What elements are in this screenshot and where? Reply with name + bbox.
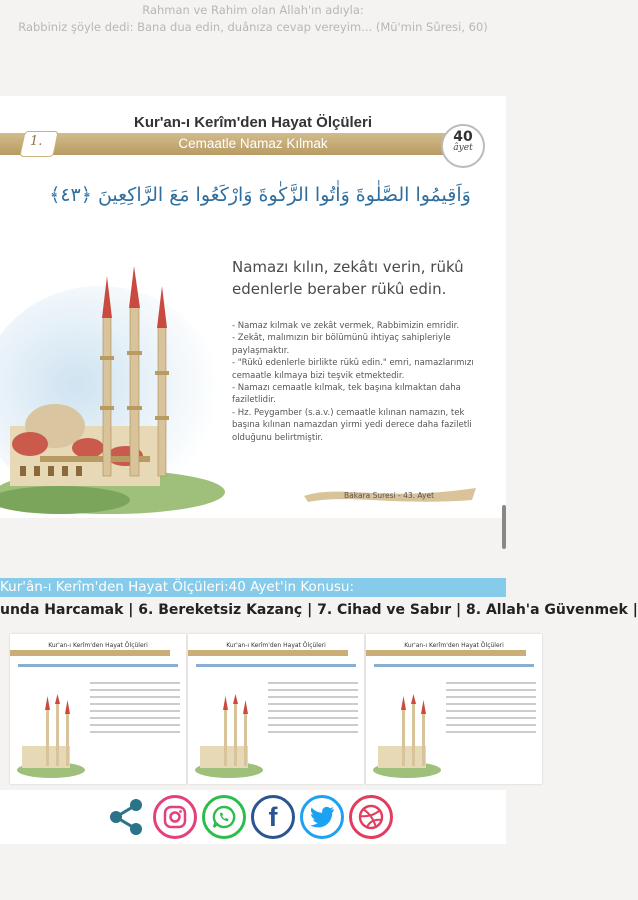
instagram-icon — [163, 805, 187, 829]
thumbnail-mosque — [372, 694, 442, 780]
thumbnail-text-lines — [268, 682, 358, 738]
dribbble-button[interactable] — [349, 795, 393, 839]
ayet-word: âyet — [453, 143, 473, 153]
thumbnail-card[interactable] — [10, 634, 186, 784]
card-title: Kur'an-ı Kerîm'den Hayat Ölçüleri — [133, 114, 373, 131]
header-verse — [0, 0, 506, 40]
thumbnail-text-lines — [90, 682, 180, 738]
whatsapp-icon — [211, 804, 237, 830]
thumbnail-card[interactable] — [366, 634, 542, 784]
instagram-button[interactable] — [153, 795, 197, 839]
header-line-1: Rahman ve Rahim olan Allah'ın adıyla: — [142, 3, 364, 17]
explanation-item: - Hz. Peygamber (s.a.v.) cemaatle kılınan namazın, tek başına kılınan namazdan yirmi yedi derece daha faziletli olduğunu belirtmiştir. — [232, 407, 472, 443]
thumbnail-arabic — [18, 664, 178, 667]
thumbnail-mosque — [194, 694, 264, 780]
thumbnail-arabic — [374, 664, 534, 667]
ayet-count-badge — [441, 124, 485, 168]
ayet-number: 1. — [30, 134, 43, 149]
topics-marquee-title: Kur'ân-ı Kerîm'den Hayat Ölçüleri:40 Ayet'in Konusu: — [0, 578, 506, 597]
twitter-button[interactable] — [300, 795, 344, 839]
scrollbar[interactable] — [502, 505, 506, 549]
meal-text: Namazı kılın, zekâtı verin, rükû edenlerle beraber rükû edin. — [232, 258, 464, 298]
header-line-2: Rabbiniz şöyle dedi: Bana dua edin, duânıza cevap vereyim... (Mü'min Sûresi, 60) — [18, 20, 488, 34]
thumbnail-gallery[interactable] — [0, 626, 506, 790]
mosque-illustration — [0, 256, 230, 518]
facebook-icon: f — [268, 801, 278, 832]
topics-marquee[interactable]: unda Harcamak | 6. Bereketsiz Kazanç | 7. Cihad ve Sabır | 8. Allah'a Güvenmek | — [0, 602, 638, 618]
arabic-verse: وَاَقِيمُوا الصَّلٰوةَ وَاٰتُوا الزَّكٰوةَ وَارْكَعُوا مَعَ الرَّاكِعِينَ ﴿٤٣﴾ — [49, 184, 471, 206]
thumbnail-title: Kur'an-ı Kerîm'den Hayat Ölçüleri — [226, 642, 326, 649]
thumbnail-bar — [10, 650, 170, 656]
explanation-list — [232, 320, 482, 444]
thumbnail-bar — [366, 650, 526, 656]
thumbnail-card[interactable] — [188, 634, 364, 784]
bottom-blank-area — [0, 844, 506, 900]
thumbnail-bar — [188, 650, 348, 656]
share-button[interactable] — [104, 795, 148, 839]
share-icon — [106, 797, 146, 837]
share-bar — [0, 790, 506, 844]
thumbnail-text-lines — [446, 682, 536, 738]
facebook-button[interactable] — [251, 795, 295, 839]
reference-text: Bakara Suresi - 43. Ayet — [344, 491, 435, 500]
twitter-icon — [309, 806, 335, 828]
explanation-item: - Namazı cemaatle kılmak, tek başına kılmaktan daha faziletlidir. — [232, 383, 461, 406]
explanation-item: - Zekât, malımızın bir bölümünü ihtiyaç sahipleriyle paylaşmaktır. — [232, 333, 451, 356]
thumbnail-title: Kur'an-ı Kerîm'den Hayat Ölçüleri — [48, 642, 148, 649]
thumbnail-mosque — [16, 694, 86, 780]
explanation-item: - "Rükû edenlerle birlikte rükû edin." emri, namazlarımızı cemaatle kılmaya bizi teşvik etmektedir. — [232, 358, 474, 381]
card-subtitle: Cemaatle Namaz Kılmak — [178, 136, 328, 151]
dribbble-icon — [358, 804, 384, 830]
ayet-card[interactable] — [0, 96, 506, 518]
whatsapp-button[interactable] — [202, 795, 246, 839]
explanation-item: - Namaz kılmak ve zekât vermek, Rabbimizin emridir. — [232, 321, 460, 331]
thumbnail-arabic — [196, 664, 356, 667]
ayet-count: 40 — [453, 129, 473, 145]
thumbnail-title: Kur'an-ı Kerîm'den Hayat Ölçüleri — [404, 642, 504, 649]
